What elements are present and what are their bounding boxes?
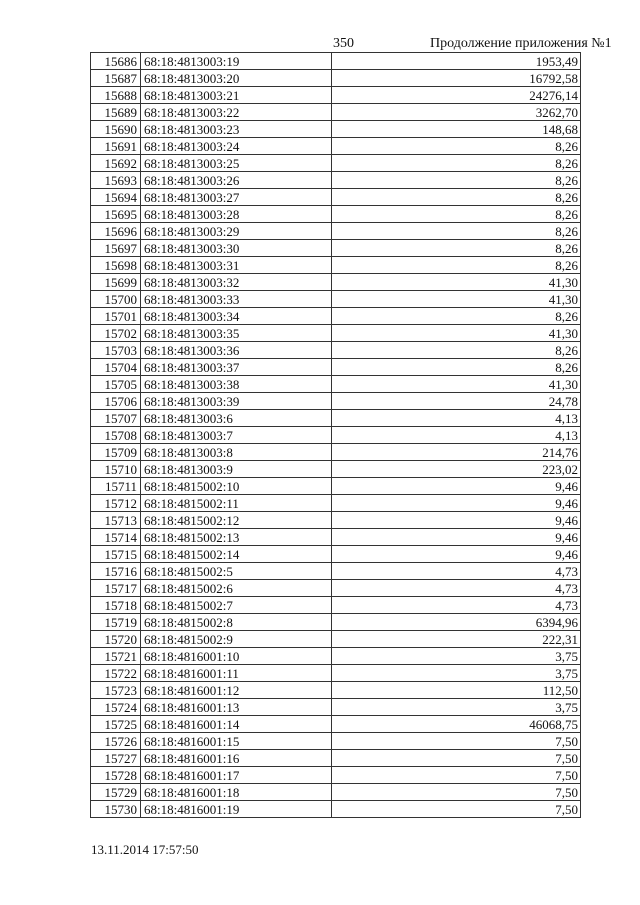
row-number-cell: 15695: [91, 206, 141, 223]
value-cell: 8,26: [332, 359, 581, 376]
row-number-cell: 15703: [91, 342, 141, 359]
value-cell: 4,73: [332, 597, 581, 614]
row-number-cell: 15729: [91, 784, 141, 801]
value-cell: 9,46: [332, 529, 581, 546]
table-row: [91, 427, 581, 444]
value-cell: 8,26: [332, 138, 581, 155]
row-number-cell: 15719: [91, 614, 141, 631]
cadastral-number-cell: 68:18:4813003:20: [141, 70, 332, 87]
row-number-cell: 15708: [91, 427, 141, 444]
cadastral-number-cell: 68:18:4813003:36: [141, 342, 332, 359]
row-number-cell: 15686: [91, 53, 141, 70]
row-number-cell: 15714: [91, 529, 141, 546]
value-cell: 4,13: [332, 427, 581, 444]
table-row: [91, 223, 581, 240]
table-row: [91, 359, 581, 376]
cadastral-number-cell: 68:18:4813003:31: [141, 257, 332, 274]
table-row: [91, 563, 581, 580]
row-number-cell: 15718: [91, 597, 141, 614]
cadastral-number-cell: 68:18:4816001:10: [141, 648, 332, 665]
value-cell: 7,50: [332, 784, 581, 801]
table-row: [91, 665, 581, 682]
cadastral-number-cell: 68:18:4813003:9: [141, 461, 332, 478]
cadastral-number-cell: 68:18:4813003:34: [141, 308, 332, 325]
value-cell: 223,02: [332, 461, 581, 478]
row-number-cell: 15699: [91, 274, 141, 291]
value-cell: 9,46: [332, 478, 581, 495]
row-number-cell: 15716: [91, 563, 141, 580]
row-number-cell: 15705: [91, 376, 141, 393]
row-number-cell: 15694: [91, 189, 141, 206]
cadastral-number-cell: 68:18:4813003:7: [141, 427, 332, 444]
row-number-cell: 15715: [91, 546, 141, 563]
table-row: [91, 172, 581, 189]
cadastral-number-cell: 68:18:4816001:16: [141, 750, 332, 767]
cadastral-number-cell: 68:18:4816001:18: [141, 784, 332, 801]
value-cell: 3,75: [332, 699, 581, 716]
cadastral-number-cell: 68:18:4813003:35: [141, 325, 332, 342]
cadastral-number-cell: 68:18:4813003:8: [141, 444, 332, 461]
value-cell: 7,50: [332, 801, 581, 818]
row-number-cell: 15688: [91, 87, 141, 104]
cadastral-number-cell: 68:18:4813003:22: [141, 104, 332, 121]
table-row: [91, 274, 581, 291]
value-cell: 3,75: [332, 665, 581, 682]
row-number-cell: 15710: [91, 461, 141, 478]
value-cell: 8,26: [332, 223, 581, 240]
value-cell: 46068,75: [332, 716, 581, 733]
value-cell: 7,50: [332, 750, 581, 767]
row-number-cell: 15702: [91, 325, 141, 342]
table-row: [91, 121, 581, 138]
continuation-note: Продолжение приложения №1: [430, 36, 612, 51]
table-row: [91, 750, 581, 767]
cadastral-number-cell: 68:18:4813003:21: [141, 87, 332, 104]
table-row: [91, 631, 581, 648]
row-number-cell: 15696: [91, 223, 141, 240]
cadastral-number-cell: 68:18:4815002:11: [141, 495, 332, 512]
table-row: [91, 240, 581, 257]
cadastral-number-cell: 68:18:4813003:29: [141, 223, 332, 240]
table-row: [91, 410, 581, 427]
value-cell: 41,30: [332, 325, 581, 342]
cadastral-number-cell: 68:18:4816001:17: [141, 767, 332, 784]
cadastral-number-cell: 68:18:4816001:11: [141, 665, 332, 682]
table-row: [91, 308, 581, 325]
value-cell: 8,26: [332, 189, 581, 206]
row-number-cell: 15727: [91, 750, 141, 767]
cadastral-number-cell: 68:18:4816001:19: [141, 801, 332, 818]
row-number-cell: 15698: [91, 257, 141, 274]
table-row: [91, 716, 581, 733]
cadastral-number-cell: 68:18:4813003:24: [141, 138, 332, 155]
value-cell: 4,13: [332, 410, 581, 427]
table-row: [91, 342, 581, 359]
value-cell: 8,26: [332, 155, 581, 172]
cadastral-number-cell: 68:18:4816001:12: [141, 682, 332, 699]
table-row: [91, 461, 581, 478]
cadastral-number-cell: 68:18:4815002:12: [141, 512, 332, 529]
value-cell: 1953,49: [332, 53, 581, 70]
table-row: [91, 512, 581, 529]
row-number-cell: 15687: [91, 70, 141, 87]
cadastral-number-cell: 68:18:4813003:26: [141, 172, 332, 189]
table-row: [91, 70, 581, 87]
row-number-cell: 15692: [91, 155, 141, 172]
row-number-cell: 15722: [91, 665, 141, 682]
data-table-body: [91, 53, 581, 818]
row-number-cell: 15690: [91, 121, 141, 138]
cadastral-number-cell: 68:18:4813003:23: [141, 121, 332, 138]
table-row: [91, 393, 581, 410]
value-cell: 24276,14: [332, 87, 581, 104]
row-number-cell: 15711: [91, 478, 141, 495]
row-number-cell: 15704: [91, 359, 141, 376]
value-cell: 9,46: [332, 546, 581, 563]
value-cell: 3,75: [332, 648, 581, 665]
value-cell: 24,78: [332, 393, 581, 410]
table-row: [91, 801, 581, 818]
table-row: [91, 682, 581, 699]
table-row: [91, 376, 581, 393]
row-number-cell: 15725: [91, 716, 141, 733]
row-number-cell: 15706: [91, 393, 141, 410]
table-row: [91, 325, 581, 342]
table-row: [91, 189, 581, 206]
value-cell: 8,26: [332, 172, 581, 189]
row-number-cell: 15720: [91, 631, 141, 648]
row-number-cell: 15689: [91, 104, 141, 121]
cadastral-number-cell: 68:18:4813003:28: [141, 206, 332, 223]
cadastral-number-cell: 68:18:4815002:8: [141, 614, 332, 631]
value-cell: 41,30: [332, 274, 581, 291]
row-number-cell: 15691: [91, 138, 141, 155]
table-row: [91, 614, 581, 631]
table-row: [91, 648, 581, 665]
table-row: [91, 478, 581, 495]
table-row: [91, 53, 581, 70]
value-cell: 8,26: [332, 206, 581, 223]
table-row: [91, 733, 581, 750]
table-row: [91, 138, 581, 155]
table-row: [91, 87, 581, 104]
value-cell: 7,50: [332, 767, 581, 784]
row-number-cell: 15713: [91, 512, 141, 529]
cadastral-number-cell: 68:18:4813003:37: [141, 359, 332, 376]
table-row: [91, 580, 581, 597]
table-row: [91, 529, 581, 546]
value-cell: 9,46: [332, 512, 581, 529]
row-number-cell: 15721: [91, 648, 141, 665]
cadastral-number-cell: 68:18:4815002:13: [141, 529, 332, 546]
table-row: [91, 444, 581, 461]
cadastral-number-cell: 68:18:4815002:7: [141, 597, 332, 614]
table-row: [91, 257, 581, 274]
value-cell: 4,73: [332, 580, 581, 597]
value-cell: 6394,96: [332, 614, 581, 631]
value-cell: 41,30: [332, 291, 581, 308]
cadastral-number-cell: 68:18:4813003:33: [141, 291, 332, 308]
row-number-cell: 15693: [91, 172, 141, 189]
row-number-cell: 15712: [91, 495, 141, 512]
cadastral-number-cell: 68:18:4816001:14: [141, 716, 332, 733]
cadastral-number-cell: 68:18:4813003:30: [141, 240, 332, 257]
value-cell: 222,31: [332, 631, 581, 648]
value-cell: 41,30: [332, 376, 581, 393]
table-row: [91, 155, 581, 172]
value-cell: 8,26: [332, 257, 581, 274]
table-row: [91, 767, 581, 784]
row-number-cell: 15709: [91, 444, 141, 461]
row-number-cell: 15697: [91, 240, 141, 257]
footer-timestamp: 13.11.2014 17:57:50: [91, 842, 199, 857]
row-number-cell: 15717: [91, 580, 141, 597]
cadastral-number-cell: 68:18:4815002:5: [141, 563, 332, 580]
cadastral-number-cell: 68:18:4813003:19: [141, 53, 332, 70]
row-number-cell: 15700: [91, 291, 141, 308]
row-number-cell: 15728: [91, 767, 141, 784]
value-cell: 148,68: [332, 121, 581, 138]
value-cell: 16792,58: [332, 70, 581, 87]
row-number-cell: 15730: [91, 801, 141, 818]
table-row: [91, 597, 581, 614]
table-row: [91, 699, 581, 716]
cadastral-number-cell: 68:18:4813003:32: [141, 274, 332, 291]
row-number-cell: 15707: [91, 410, 141, 427]
table-row: [91, 495, 581, 512]
value-cell: 214,76: [332, 444, 581, 461]
cadastral-number-cell: 68:18:4813003:27: [141, 189, 332, 206]
row-number-cell: 15723: [91, 682, 141, 699]
cadastral-number-cell: 68:18:4816001:15: [141, 733, 332, 750]
value-cell: 7,50: [332, 733, 581, 750]
value-cell: 4,73: [332, 563, 581, 580]
table-row: [91, 104, 581, 121]
cadastral-number-cell: 68:18:4815002:10: [141, 478, 332, 495]
cadastral-number-cell: 68:18:4813003:38: [141, 376, 332, 393]
table-row: [91, 206, 581, 223]
cadastral-number-cell: 68:18:4815002:14: [141, 546, 332, 563]
cadastral-number-cell: 68:18:4813003:6: [141, 410, 332, 427]
row-number-cell: 15724: [91, 699, 141, 716]
row-number-cell: 15701: [91, 308, 141, 325]
row-number-cell: 15726: [91, 733, 141, 750]
cadastral-number-cell: 68:18:4813003:25: [141, 155, 332, 172]
value-cell: 8,26: [332, 240, 581, 257]
value-cell: 8,26: [332, 308, 581, 325]
cadastral-number-cell: 68:18:4813003:39: [141, 393, 332, 410]
table-row: [91, 546, 581, 563]
cadastral-number-cell: 68:18:4815002:9: [141, 631, 332, 648]
cadastral-number-cell: 68:18:4815002:6: [141, 580, 332, 597]
table-row: [91, 784, 581, 801]
value-cell: 3262,70: [332, 104, 581, 121]
page-number: 350: [333, 36, 354, 51]
data-table: [90, 52, 581, 818]
value-cell: 8,26: [332, 342, 581, 359]
cadastral-number-cell: 68:18:4816001:13: [141, 699, 332, 716]
table-row: [91, 291, 581, 308]
value-cell: 112,50: [332, 682, 581, 699]
value-cell: 9,46: [332, 495, 581, 512]
